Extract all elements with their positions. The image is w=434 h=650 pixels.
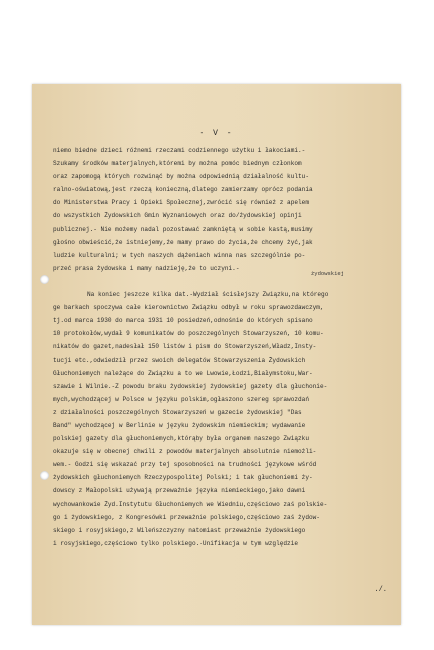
page-number: - V - <box>199 129 234 138</box>
text-line: przeć prasa żydowska i mamy nadzieję,że to uczyni.- <box>53 264 240 272</box>
text-line: polskiej gazety dla głuchoniemych,którąby była organem naszego Związku <box>53 435 309 443</box>
text-line: nikatów do gazet,nadesłał 150 listów i pism do Stowarzyszeń,Władz,Insty- <box>53 343 317 351</box>
page-end-mark: ./. <box>374 586 387 594</box>
text-line: publicznej.- Nie możemy nadal pozostawać zamkniętą w sobie kastą,musimy <box>53 225 313 233</box>
punch-hole <box>40 471 49 480</box>
text-line: skiego i rosyjskiego,z Wileńszczyzny natomiast przeważnie żydowskiego <box>53 526 306 534</box>
text-line: oraz zapomogą których rozwinąć by można odpowiednią działalność kultu- <box>53 173 309 181</box>
text-line: tucji etc.,odwiedził przez swoich delegatów Stowarzyszenia Żydowskich <box>53 356 306 364</box>
handwritten-correction: żydowskiej <box>311 270 345 277</box>
text-line: wychowankowie Żyd.Instytutu Głuchoniemych we Wiedniu,częściowo zaś polskie- <box>53 500 328 508</box>
text-line: i rosyjskiego,częściowo tylko polskiego.-Unifikacja w tym względzie <box>53 539 299 547</box>
text-line: Głuchoniemych należące do Związku a to we Lwowie,Łodzi,Białymstoku,War- <box>53 369 313 377</box>
text-line: dowscy z Małopolski używają przeważnie języka niemieckiego,jako dawni <box>53 487 306 495</box>
text-line: do wszystkich Żydowskich Gmin Wyznaniowych oraz do/żydowskiej opinji <box>53 212 302 220</box>
text-line: z działalności poszczególnych Stowarzyszeń w gazecie żydowskiej "Das <box>53 408 302 416</box>
text-line: ge barkach spoczywa całe kierownictwo Związku odbył w roku sprawozdawczym, <box>53 304 324 312</box>
text-line: okazuje się w obecnej chwili z powodów materjalnych absolutnie niemożli- <box>53 448 317 456</box>
punch-hole <box>40 275 49 284</box>
text-line: 10 protokołów,wydał 9 komunikatów do poszczególnych Stowarzyszeń, 10 komu- <box>53 330 324 338</box>
text-line: go i żydowskiego, z Kongresówki przeważnie polskiego,częściowo zaś żydow- <box>53 513 320 521</box>
text-line: tj.od marca 1930 do marca 1931 10 posiedzeń,odnośnie do których spisano <box>53 317 313 325</box>
text-line: Na koniec jeszcze kilka dat.-Wydział ścisłejszy Związku,na którego <box>87 291 329 299</box>
typed-body-text <box>53 144 393 550</box>
text-line: niemo biedne dzieci różnemi rzeczami codziennego użytku i łakociami.- <box>53 147 306 154</box>
text-line: do Ministerstwa Pracy i Opieki Społecznej,zwrócić się również z apelem <box>53 199 309 207</box>
text-line: Szukamy środków materjalnych,któremi by można pomóc biednym członkom <box>53 160 302 168</box>
text-line: głośno obwieścić,że istniejemy,że mamy prawo do życia,że chcemy żyć,jak <box>53 238 313 246</box>
text-line: ludzie kulturalni; w tych naszych dążeniach winna nas szczególnie po- <box>53 251 306 259</box>
text-line: żydowskich głuchoniemych Rzeczypospolitej Polski; i tak głuchoniemi ży- <box>53 474 313 482</box>
text-line: wem.- Godzi się wskazać przy tej sposobności na trudności językowe wśród <box>53 461 317 469</box>
text-line: szawie i Wilnie.-Z powodu braku żydowskiej żydowskiej gazety dla głuchonie- <box>53 382 328 390</box>
text-line: ralno-oświatową,jest rzeczą konieczną,dlatego zamierzamy oprócz podania <box>53 186 313 194</box>
text-line: mych,wychodzącej w Polsce w języku polskim,ogłaszono szereg sprawozdań <box>53 395 309 403</box>
document-page <box>32 84 401 625</box>
text-line: Band" wychodzącej w Berlinie w języku żydowskim niemieckim; wydawanie <box>53 421 306 429</box>
